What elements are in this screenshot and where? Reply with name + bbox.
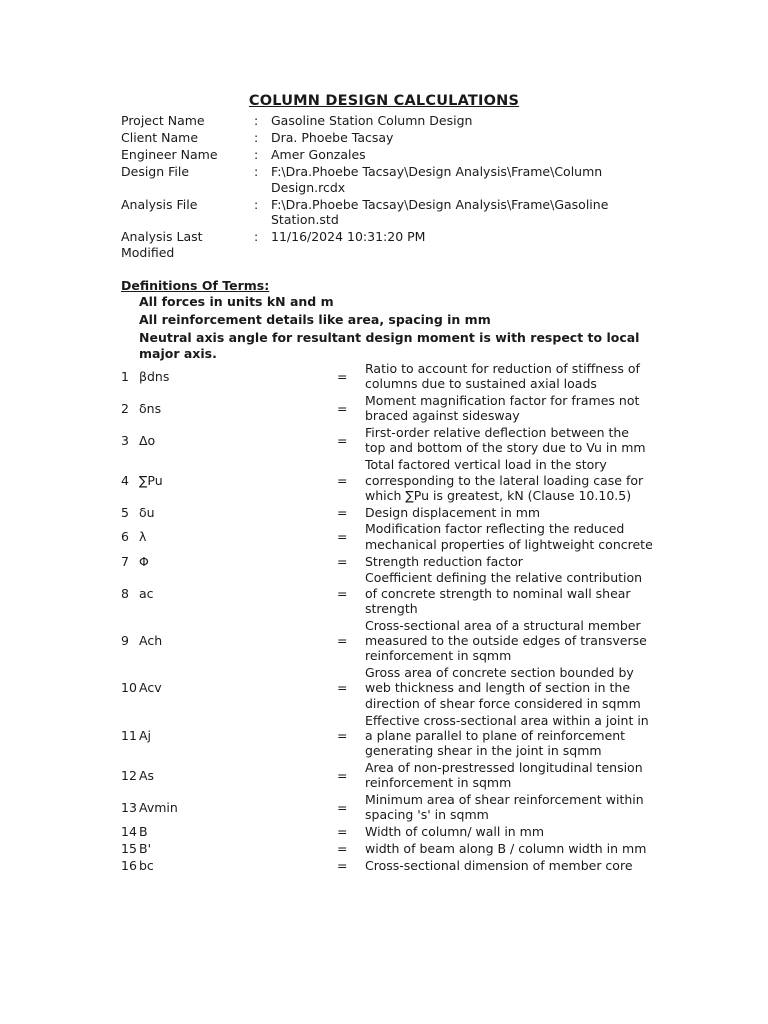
term-symbol: Ach [139,633,163,649]
term-description: Design displacement in mm [365,504,541,520]
term-description: Ratio to account for reduction of stiffness of columns due to sustained axial loads [365,361,640,392]
term-equals: = [337,799,348,815]
term-description: Total factored vertical load in the story corresponding to the lateral loading case for which ∑Pu is greatest, kN (Clause 10.10.5) [365,457,644,503]
term-row [121,792,661,823]
project-name-value: Gasoline Station Column Design [271,113,473,128]
term-row [121,457,661,503]
term-row [121,618,661,664]
engineer-name-value: Amer Gonzales [271,147,366,162]
term-symbol: λ [139,529,147,545]
design-file-row [121,164,661,195]
engineer-name-label: Engineer Name [121,147,218,162]
term-description: Cross-sectional area of a structural member measured to the outside edges of transverse reinforcement in sqmm [365,617,647,664]
term-equals: = [337,368,348,384]
term-number: 4 [121,472,129,488]
term-row [121,554,661,569]
term-number: 16 [121,857,137,873]
term-number: 7 [121,553,129,569]
project-name-label: Project Name [121,113,205,128]
term-equals: = [337,472,348,488]
term-symbol: δns [139,400,162,416]
term-number: 1 [121,368,129,384]
term-row [121,393,661,424]
term-symbol: Avmin [139,799,178,815]
term-number: 5 [121,504,129,520]
term-equals: = [337,504,348,520]
term-number: 9 [121,633,129,649]
note-units: All forces in units kN and m [139,294,334,309]
project-name-row [121,113,661,129]
term-row [121,824,661,839]
term-description: Effective cross-sectional area within a joint in a plane parallel to plane of reinforcement generating shear in the joint in sqmm [365,712,649,759]
term-equals: = [337,529,348,545]
term-symbol: B' [139,840,152,856]
term-equals: = [337,680,348,696]
term-symbol: Δo [139,432,156,448]
design-file-label: Design File [121,164,190,179]
terms-list [121,361,661,875]
term-symbol: As [139,767,155,783]
analysis-modified-value: 11/16/2024 10:31:20 PM [271,229,426,244]
term-symbol: ∑Pu [139,472,163,488]
project-name-colon: : [254,113,259,128]
term-description: Moment magnification factor for frames not braced against sidesway [365,393,640,424]
term-row [121,760,661,791]
page-title: COLUMN DESIGN CALCULATIONS [248,93,520,109]
analysis-modified-label: Analysis Last Modified [121,229,203,260]
term-description: First-order relative deflection between the top and bottom of the story due to Vu in mm [365,425,646,456]
term-row [121,361,661,392]
analysis-file-label: Analysis File [121,196,198,212]
term-number: 12 [121,767,137,783]
term-row [121,505,661,520]
term-number: 11 [121,727,137,743]
project-info-block [121,113,661,262]
term-description: width of beam along B / column width in mm [365,840,647,856]
term-equals: = [337,840,348,856]
term-number: 3 [121,432,129,448]
term-symbol: Acv [139,680,162,696]
term-symbol: B [139,824,148,840]
term-equals: = [337,633,348,649]
analysis-file-colon: : [254,196,259,212]
client-name-row [121,130,661,146]
term-number: 8 [121,585,129,601]
term-description: Modification factor reflecting the reduced mechanical properties of lightweight concrete [365,521,653,552]
term-number: 13 [121,799,137,815]
term-number: 14 [121,824,137,840]
term-symbol: Φ [139,553,149,569]
term-description: Width of column/ wall in mm [365,824,545,840]
term-row [121,665,661,711]
term-symbol: Aj [139,727,152,743]
client-name-value: Dra. Phoebe Tacsay [271,130,394,145]
term-number: 6 [121,529,129,545]
term-equals: = [337,432,348,448]
term-description: Gross area of concrete section bounded by web thickness and length of section in the direction of shear force considered in sqmm [365,665,641,711]
term-row [121,841,661,856]
engineer-name-row [121,147,661,163]
design-file-colon: : [254,164,259,179]
analysis-modified-row [121,229,661,260]
term-row [121,570,661,616]
term-symbol: bc [139,857,154,873]
client-name-colon: : [254,130,259,145]
term-symbol: ac [139,585,154,601]
engineer-name-colon: : [254,147,259,162]
definitions-notes [139,294,659,364]
term-description: Minimum area of shear reinforcement within spacing 's' in sqmm [365,792,644,823]
term-description: Area of non-prestressed longitudinal tension reinforcement in sqmm [365,759,643,791]
definitions-heading: Definitions Of Terms: [121,278,270,293]
term-equals: = [337,400,348,416]
term-number: 10 [121,680,137,696]
term-symbol: δu [139,504,155,520]
term-equals: = [337,553,348,569]
term-equals: = [337,585,348,601]
term-description: Strength reduction factor [365,553,523,569]
term-row [121,521,661,552]
term-number: 15 [121,840,137,856]
analysis-file-row [121,197,661,228]
term-equals: = [337,857,348,873]
term-description: Cross-sectional dimension of member core [365,857,633,873]
term-row [121,858,661,873]
term-row [121,425,661,456]
term-description: Coefficient defining the relative contribution of concrete strength to nominal wall shear strength [365,570,643,616]
term-equals: = [337,767,348,783]
client-name-label: Client Name [121,130,199,145]
term-symbol: βdns [139,368,170,384]
analysis-modified-colon: : [254,229,259,244]
term-number: 2 [121,400,129,416]
design-file-value: F:\Dra.Phoebe Tacsay\Design Analysis\Frame\Column Design.rcdx [271,164,603,195]
term-equals: = [337,727,348,743]
term-equals: = [337,824,348,840]
term-row [121,713,661,759]
note-neutral-axis: Neutral axis angle for resultant design moment is with respect to local major axis. [139,330,640,361]
note-reinforcement: All reinforcement details like area, spacing in mm [139,312,491,327]
analysis-file-value: F:\Dra.Phoebe Tacsay\Design Analysis\Frame\Gasoline Station.std [271,196,609,227]
